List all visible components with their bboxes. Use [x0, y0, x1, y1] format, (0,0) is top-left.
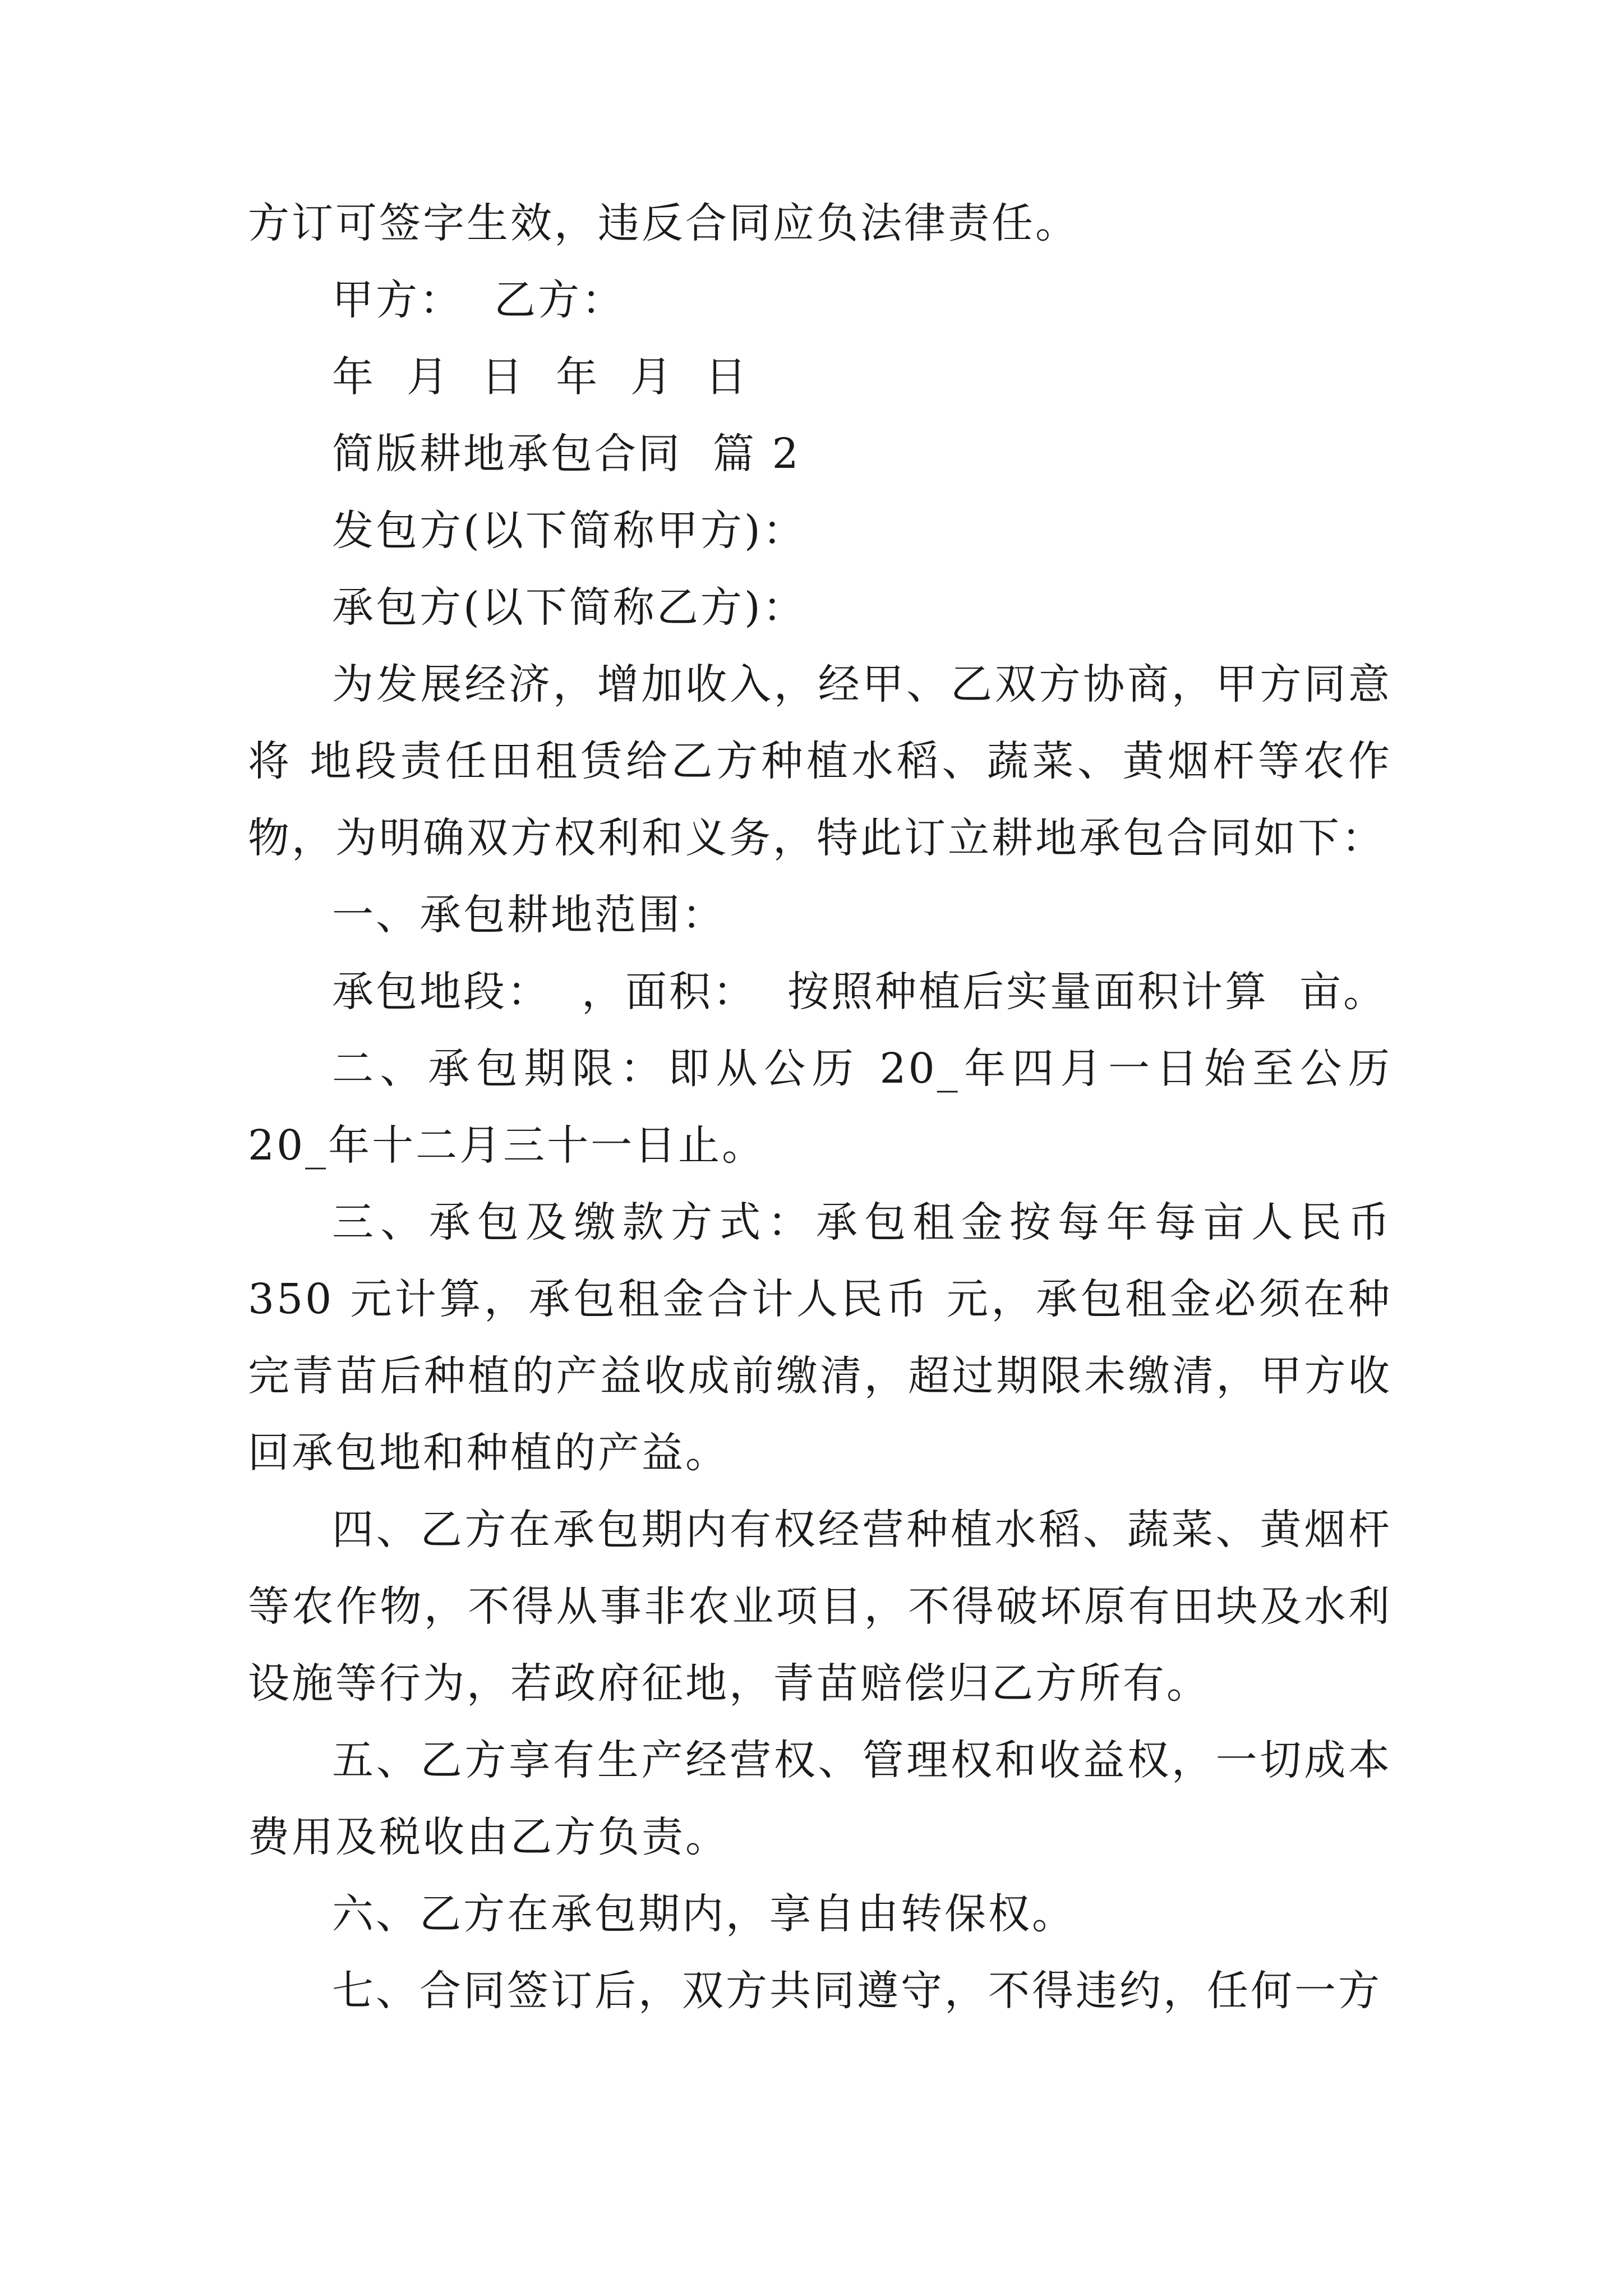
- document-body: [248, 185, 1392, 2030]
- signature-parties-line: 甲方： 乙方：: [332, 276, 626, 324]
- clause-3: 三、承包及缴款方式：承包租金按每年每亩人民币 350 元计算，承包租金合计人民币 元，承包租金必须在种完青苗后种植的产益收成前缴清，超过期限未缴清，甲方收回承包地和种植的产益。: [248, 1198, 1392, 1477]
- signature-date-line: 年 月 日 年 月 日: [332, 353, 749, 401]
- clause-5: 五、乙方享有生产经营权、管理权和收益权，一切成本费用及税收由乙方负责。: [248, 1736, 1392, 1861]
- preamble-paragraph: 为发展经济，增加收入，经甲、乙双方协商，甲方同意将 地段责任田租赁给乙方种植水稻、蔬菜、黄烟杆等农作物，为明确双方权利和义务，特此订立耕地承包合同如下：: [248, 660, 1392, 862]
- clause-1-heading: 一、承包耕地范围：: [332, 891, 726, 939]
- party-a-line: 发包方(以下简称甲方)：: [332, 507, 806, 555]
- clause-4: 四、乙方在承包期内有权经营种植水稻、蔬菜、黄烟杆等农作物，不得从事非农业项目，不得破坏原有田块及水利设施等行为，若政府征地，青苗赔偿归乙方所有。: [248, 1506, 1392, 1708]
- clause-1-detail: 承包地段： ，面积： 按照种植后实量面积计算 亩。: [332, 968, 1387, 1016]
- party-b-line: 承包方(以下简称乙方)：: [332, 583, 806, 632]
- section-heading-contract-2: 简版耕地承包合同 篇 2: [332, 430, 801, 478]
- clause-7-start: 七、合同签订后，双方共同遵守，不得违约，任何一方: [332, 1967, 1382, 2015]
- clause-2: 二、承包期限：即从公历 20_年四月一日始至公历 20_年十二月三十一日止。: [248, 1045, 1392, 1170]
- paragraph-continuation: 方订可签字生效，违反合同应负法律责任。: [248, 199, 1079, 247]
- clause-6: 六、乙方在承包期内，享自由转保权。: [332, 1890, 1076, 1938]
